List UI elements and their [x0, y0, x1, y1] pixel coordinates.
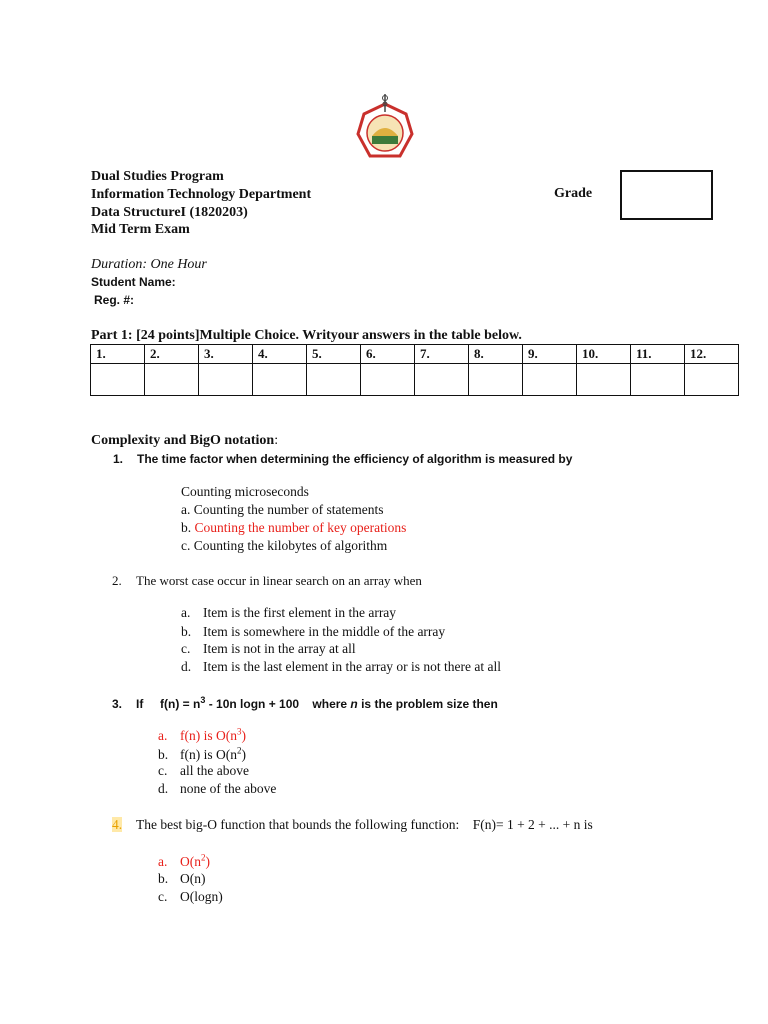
answer-header-cell: 8. [469, 345, 523, 364]
answer-table-input-row [91, 364, 739, 396]
where-var: n [350, 697, 358, 711]
option-letter: c. [158, 763, 168, 778]
option-letter: b. [158, 746, 169, 762]
q2-option-c [181, 641, 356, 657]
program-title: Dual Studies Program [91, 169, 224, 184]
option-pre: f(n) is O(n [180, 727, 237, 743]
where-post: is the problem size then [357, 697, 498, 711]
option-exp: 2 [237, 745, 242, 755]
q4-option-b [158, 871, 206, 887]
q4-option-c [158, 889, 223, 905]
question-if: If [136, 697, 144, 711]
option-letter: b. [158, 871, 169, 886]
formula-exp: 3 [200, 695, 206, 705]
grade-label: Grade [554, 186, 593, 201]
answer-header-cell: 12. [685, 345, 739, 364]
option-post: ) [205, 853, 210, 869]
answer-header-cell: 6. [361, 345, 415, 364]
formula-post: - 10n logn + 100 [205, 697, 300, 711]
option-text: Counting the kilobytes of algorithm [193, 538, 388, 553]
answer-input-cell[interactable] [307, 364, 361, 396]
reg-label: Reg. #: [94, 293, 135, 307]
duration-text: Duration: One Hour [91, 257, 207, 272]
q1-option-b [181, 520, 406, 536]
q3-option-d [158, 781, 276, 797]
option-pre: f(n) is O(n [180, 746, 237, 762]
question-2 [112, 573, 422, 589]
q3-option-c [158, 763, 249, 779]
option-letter: d. [158, 781, 169, 796]
course-title: Data StructureI (1820203) [91, 205, 248, 220]
question-number: 1. [113, 452, 124, 466]
option-text: all the above [180, 763, 249, 778]
question-text: The best big-O function that bounds the following function: [136, 817, 460, 832]
university-logo [352, 92, 418, 166]
option-text: Counting the number of statements [193, 502, 384, 517]
section-title [91, 433, 278, 449]
answer-header-cell: 5. [307, 345, 361, 364]
q4-option-a [158, 852, 210, 870]
answer-input-cell[interactable] [631, 364, 685, 396]
option-letter: d. [181, 659, 192, 674]
option-letter: b. [181, 624, 192, 639]
answer-input-cell[interactable] [685, 364, 739, 396]
question-number: 3. [112, 697, 123, 711]
section-title-text: Complexity and BigO notation [91, 433, 275, 448]
option-text-correct [180, 854, 210, 869]
question-function: F(n)= 1 + 2 + ... + n is [472, 817, 593, 832]
option-text [180, 747, 246, 762]
answer-input-cell[interactable] [253, 364, 307, 396]
section-title-colon: : [274, 433, 279, 448]
q1-option-c [181, 538, 387, 554]
option-exp: 2 [201, 852, 206, 862]
option-text: Item is the first element in the array [203, 605, 397, 620]
option-text-correct [180, 728, 246, 743]
option-text: none of the above [180, 781, 277, 796]
option-pre: O(n [180, 853, 201, 869]
q2-option-b [181, 624, 445, 640]
question-text: The time factor when determining the efficiency of algorithm is measured by [137, 452, 573, 466]
department-title: Information Technology Department [91, 187, 312, 202]
q2-option-a [181, 605, 396, 621]
option-text: Item is not in the array at all [203, 641, 356, 656]
answer-input-cell[interactable] [199, 364, 253, 396]
answer-input-cell[interactable] [91, 364, 145, 396]
answer-input-cell[interactable] [145, 364, 199, 396]
question-number-highlighted: 4. [112, 817, 123, 832]
option-letter: a. [158, 727, 168, 743]
option-letter: c. [158, 889, 168, 904]
answer-header-cell: 11. [631, 345, 685, 364]
question-4 [112, 817, 593, 833]
option-text: Item is somewhere in the middle of the array [203, 624, 446, 639]
answer-table [90, 344, 739, 396]
answer-header-cell: 10. [577, 345, 631, 364]
option-letter: c. [181, 641, 191, 656]
grade-box[interactable] [620, 170, 713, 220]
exam-title: Mid Term Exam [91, 222, 190, 237]
answer-input-cell[interactable] [523, 364, 577, 396]
formula-pre: f(n) = n [160, 697, 201, 711]
q3-option-b [158, 745, 246, 763]
option-letter: c. [181, 538, 191, 553]
part1-title: Part 1: [24 points]Multiple Choice. Writyour answers in the table below. [91, 328, 522, 343]
answer-input-cell[interactable] [415, 364, 469, 396]
answer-header-cell: 9. [523, 345, 577, 364]
answer-header-cell: 1. [91, 345, 145, 364]
option-letter: b. [181, 520, 192, 535]
answer-header-cell: 7. [415, 345, 469, 364]
where-pre: where [312, 697, 351, 711]
option-text: Item is the last element in the array or is not there at all [203, 659, 502, 674]
question-number: 2. [112, 573, 122, 588]
answer-header-cell: 4. [253, 345, 307, 364]
option-exp: 3 [237, 726, 242, 736]
question-text: The worst case occur in linear search on an array when [136, 573, 422, 588]
answer-header-cell: 2. [145, 345, 199, 364]
option-letter: a. [181, 502, 191, 517]
student-name-label: Student Name: [91, 275, 176, 289]
option-letter: a. [181, 605, 191, 620]
option-text: O(n) [180, 871, 206, 886]
q1-option-0: Counting microseconds [181, 484, 309, 499]
option-post: ) [241, 727, 246, 743]
option-letter: a. [158, 853, 168, 869]
answer-input-cell[interactable] [469, 364, 523, 396]
option-post: ) [241, 746, 246, 762]
answer-input-cell[interactable] [361, 364, 415, 396]
q1-option-a [181, 502, 383, 518]
q2-option-d [181, 659, 501, 675]
q3-option-a [158, 726, 246, 744]
question-1 [113, 452, 572, 466]
option-text: O(logn) [180, 889, 223, 904]
answer-header-cell: 3. [199, 345, 253, 364]
answer-input-cell[interactable] [577, 364, 631, 396]
question-3 [112, 695, 498, 711]
answer-table-header-row [91, 345, 739, 364]
option-text-correct: Counting the number of key operations [194, 520, 407, 535]
